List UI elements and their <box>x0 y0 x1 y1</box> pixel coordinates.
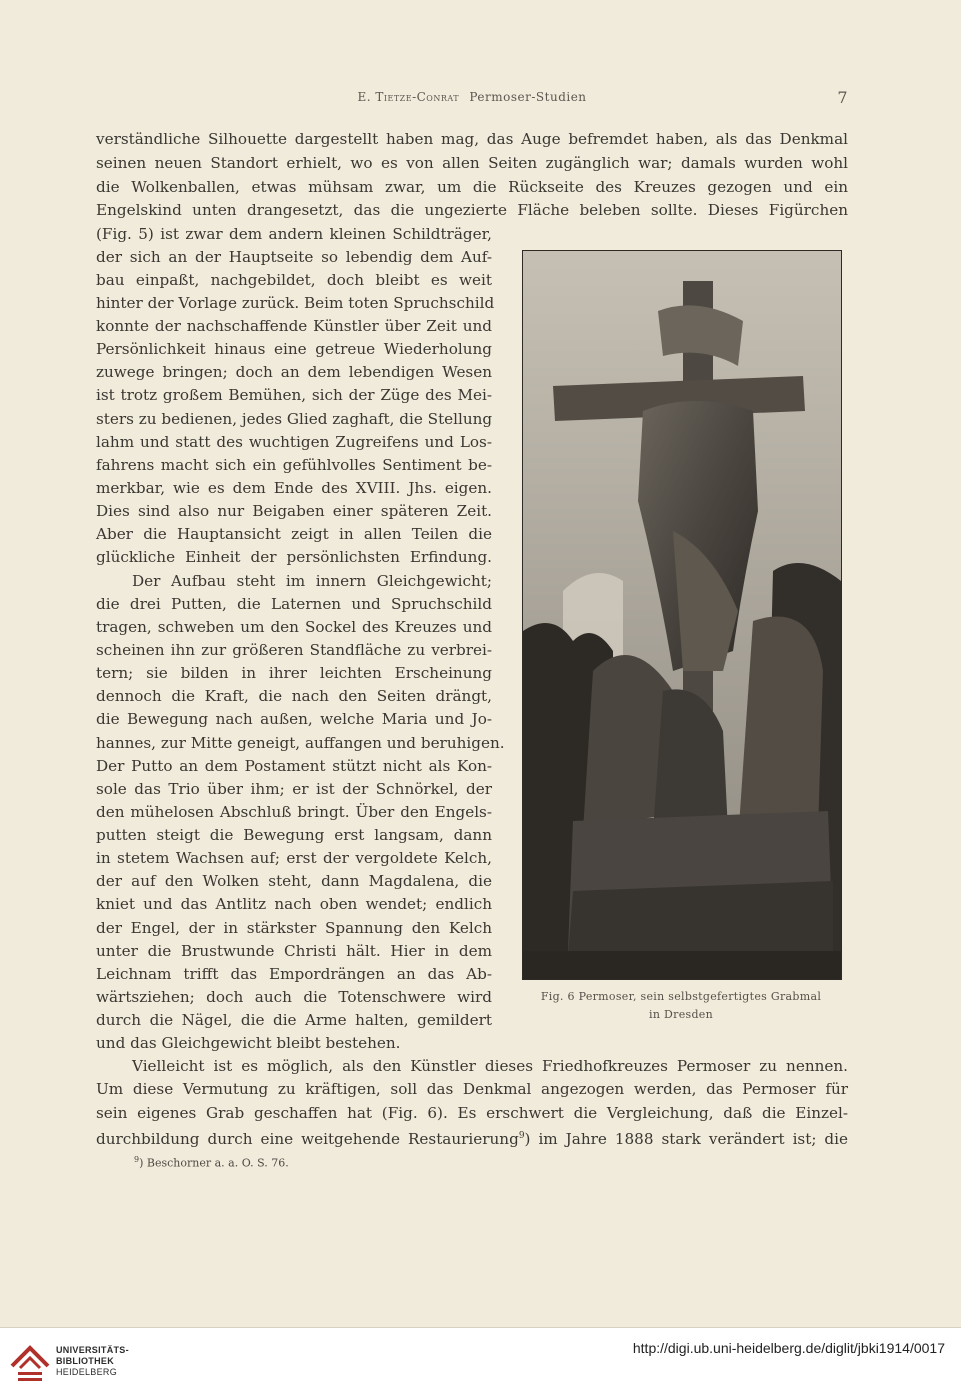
text-line: dennoch die Kraft, die nach den Seiten drängt, <box>96 687 492 705</box>
text-line: der Engel, der in stärkster Spannung den Kelch <box>96 919 492 937</box>
text-line: sters zu bedienen, jedes Glied zaghaft, die Stellung <box>96 410 493 428</box>
text-line: Vielleicht ist es möglich, als den Künstler dieses Friedhofkreuzes Permoser zu nennen. <box>132 1057 848 1075</box>
permalink-url[interactable]: http://digi.ub.uni-heidelberg.de/diglit/jbki1914/0017 <box>632 1340 945 1356</box>
text-line: Dies sind also nur Beigaben einer späteren Zeit. <box>96 502 492 520</box>
text-line: Leichnam trifft das Empordrängen an das Ab- <box>96 965 492 983</box>
university-library-logo-icon <box>10 1338 50 1388</box>
text-line: lahm und statt des wuchtigen Zugreifens und Los- <box>96 433 492 451</box>
footnote-marker: 9 <box>134 1155 140 1164</box>
text-line: Um diese Vermutung zu kräftigen, soll das Denkmal angezogen werden, das Permoser für <box>96 1080 848 1098</box>
text-line: merkbar, wie es dem Ende des XVIII. Jhs. eigen. <box>96 479 492 497</box>
text-line: verständliche Silhouette dargestellt haben mag, das Auge befremdet haben, als das Denkmal <box>96 130 848 148</box>
text-line: der auf den Wolken steht, dann Magdalena, die <box>96 872 492 890</box>
text-line: die Wolkenballen, etwas mühsam zwar, um die Rückseite des Kreuzes gezogen und ein <box>96 178 848 196</box>
library-name-line3: HEIDELBERG <box>56 1367 118 1377</box>
text-line: und das Gleichgewicht bleibt bestehen. <box>96 1034 401 1052</box>
text-line: ist trotz großem Bemühen, sich der Züge des Mei- <box>96 386 492 404</box>
text-line: in stetem Wachsen auf; erst der vergoldete Kelch, <box>96 849 492 867</box>
header-title: Permoser-Studien <box>469 90 587 104</box>
text-line: glückliche Einheit der persönlichsten Erfindung. <box>96 548 492 566</box>
text-line: scheinen ihn zur größeren Standfläche zu verbrei- <box>96 641 492 659</box>
text-line: die Bewegung nach außen, welche Maria und Jo- <box>96 710 492 728</box>
text-line: sein eigenes Grab geschaffen hat (Fig. 6). Es erschwert die Vergleichung, daß die Einzel- <box>96 1104 848 1122</box>
text-line: durch die Nägel, die die Arme halten, gemildert <box>96 1011 492 1029</box>
text-line: Der Putto an dem Postament stützt nicht als Kon- <box>96 757 492 775</box>
library-name <box>56 1345 129 1378</box>
text-line: zuwege bringen; doch an dem lebendigen Wesen <box>96 363 492 381</box>
text-line: die drei Putten, die Laternen und Spruchschild <box>96 595 492 613</box>
text-line: putten steigt die Bewegung erst langsam, dann <box>96 826 492 844</box>
page-number: 7 <box>837 88 848 107</box>
grave-monument-illustration <box>523 251 841 979</box>
text-line: tragen, schweben um den Sockel des Kreuzes und <box>96 618 492 636</box>
figure-caption-line2: in Dresden <box>649 1008 713 1021</box>
text-line: tern; sie bilden in ihrer leichten Erscheinung <box>96 664 492 682</box>
text-line: unter die Brustwunde Christi hält. Hier in dem <box>96 942 492 960</box>
footer-bar <box>0 1327 961 1397</box>
library-name-line1: UNIVERSITÄTS- <box>56 1345 129 1355</box>
text-line: fahrens macht sich ein gefühlvolles Sentiment be- <box>96 456 492 474</box>
text-line: hannes, zur Mitte geneigt, auffangen und beruhigen. <box>96 734 505 752</box>
text-line <box>96 1125 848 1147</box>
footnote-text: ) Beschorner a. a. O. S. 76. <box>139 1156 289 1170</box>
running-header <box>96 90 848 110</box>
text-line: wärtsziehen; doch auch die Totenschwere wird <box>96 988 492 1006</box>
text-line: der sich an der Hauptseite so lebendig dem Auf- <box>96 248 492 266</box>
text-line: Persönlichkeit hinaus eine getreue Wiederholung <box>96 340 492 358</box>
figure-photograph-grave-monument <box>522 250 842 980</box>
figure-caption: Fig. 6 Permoser, sein selbstgefertigtes Grabmal <box>540 990 822 1003</box>
text-line: kniet und das Antlitz nach oben wendet; endlich <box>96 895 492 913</box>
text-line: (Fig. 5) ist zwar dem andern kleinen Schildträger, <box>96 225 492 243</box>
text-span: ) im Jahre 1888 stark verändert ist; die <box>524 1130 848 1149</box>
text-line: bau einpaßt, nachgebildet, doch bleibt es weit <box>96 271 492 289</box>
text-line: konnte der nachschaffende Künstler über Zeit und <box>96 317 492 335</box>
text-line: Aber die Hauptansicht zeigt in allen Teilen die <box>96 525 492 543</box>
text-line: Engelskind unten drangesetzt, das die ungezierte Fläche beleben sollte. Dieses Figürchen <box>96 201 848 219</box>
text-span: durchbildung durch eine weitgehende Restaurierung <box>96 1130 519 1149</box>
text-line: Der Aufbau steht im innern Gleichgewicht; <box>132 572 492 590</box>
text-line: seinen neuen Standort erhielt, wo es von allen Seiten zugänglich war; damals wurden wohl <box>96 154 848 172</box>
footnote <box>134 1155 289 1170</box>
library-name-line2: BIBLIOTHEK <box>56 1356 114 1366</box>
text-line: den mühelosen Abschluß bringt. Über den Engels- <box>96 803 492 821</box>
text-line: hinter der Vorlage zurück. Beim toten Spruchschild <box>96 294 495 312</box>
text-line: sole das Trio über ihm; er ist der Schnörkel, der <box>96 780 492 798</box>
header-author: E. Tietze-Conrat <box>357 90 460 104</box>
footnote-reference: 9 <box>518 1131 525 1141</box>
